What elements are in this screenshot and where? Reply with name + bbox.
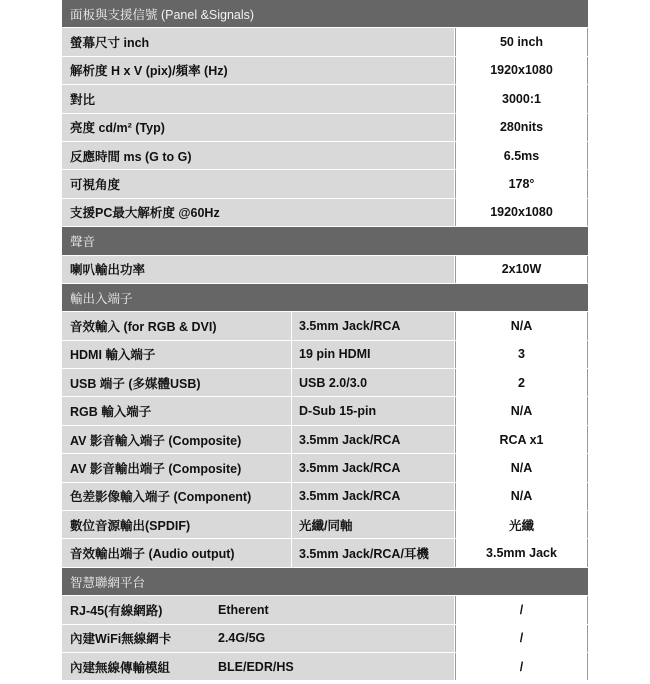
spec-label: 內建WiFi無線網卡 [70,632,172,647]
spec-value: 1920x1080 [490,63,553,78]
spec-label: 螢幕尺寸 inch [70,36,150,51]
spec-label: 音效輸出端子 (Audio output) [70,547,235,562]
spec-row-audio-input [62,312,588,340]
spec-value: 3000:1 [502,91,541,106]
spec-value: 2x10W [501,262,542,277]
spec-label: 對比 [70,92,96,107]
spec-label: AV 影音輸入端子 (Composite) [70,433,242,448]
spec-row-brightness [62,114,588,142]
spec-row-pc-max-resolution [62,199,588,227]
section-title: 智慧聯網平台 [70,575,146,590]
spec-label: HDMI 輸入端子 [70,348,156,363]
spec-connector-type: 3.5mm Jack/RCA [299,432,401,447]
spec-label: 亮度 cd/m² (Typ) [70,121,165,136]
spec-row-contrast [62,85,588,113]
spec-value: N/A [510,404,533,419]
spec-value: 2 [518,375,525,390]
section-title: 聲音 [70,234,96,249]
spec-value: 178° [508,177,535,192]
spec-row-component-input [62,483,588,511]
spec-value: N/A [510,489,533,504]
spec-label: 支援PC最大解析度 @60Hz [70,206,220,221]
spec-row-screen-size [62,28,588,56]
spec-label: 音效輸入 (for RGB & DVI) [70,319,217,334]
spec-label: 內建無線傳輸模組 [70,660,171,675]
spec-value: / [519,631,524,646]
spec-connector-type: 3.5mm Jack/RCA/耳機 [299,547,429,562]
section-title: 輸出入端子 [70,291,133,306]
spec-label: 反應時間 ms (G to G) [70,149,192,164]
spec-row-rj45 [62,596,588,624]
spec-connector-type: USB 2.0/3.0 [299,375,368,390]
spec-label: RGB 輸入端子 [70,405,152,420]
spec-value: 3 [518,347,525,362]
spec-value: 1920x1080 [490,205,553,220]
spec-label: AV 影音輸出端子 (Composite) [70,461,242,476]
spec-value: / [519,602,524,617]
spec-value: 50 inch [499,35,544,50]
section-title: 面板與支援信號 (Panel &Signals) [70,7,255,22]
spec-label: 數位音源輸出(SPDIF) [70,518,191,533]
spec-value: 3.5mm Jack [486,546,557,561]
spec-value: N/A [510,318,533,333]
spec-row-usb-port [62,369,588,397]
spec-connector-type: 3.5mm Jack/RCA [299,489,401,504]
spec-value: RCA x1 [499,432,544,447]
spec-value: 280nits [499,120,544,135]
spec-row-rgb-input [62,397,588,425]
spec-row-audio-output [62,539,588,567]
spec-label: RJ-45(有線網路) [70,603,163,618]
spec-value: N/A [510,460,533,475]
spec-table [62,0,588,681]
spec-row-spdif-output [62,511,588,539]
spec-row-av-output [62,454,588,482]
spec-row-resolution [62,57,588,85]
spec-label: 可視角度 [70,178,121,193]
spec-connector-type: 光纖/同軸 [299,518,353,533]
spec-row-av-input [62,426,588,454]
spec-row-speaker-power [62,256,588,284]
spec-value: 光纖 [508,518,534,533]
spec-label: 喇叭輸出功率 [70,263,146,278]
spec-connector-type: D-Sub 15-pin [299,404,377,419]
spec-label: USB 端子 (多媒體USB) [70,376,201,391]
spec-connector-type: 2.4G/5G [218,631,266,646]
spec-connector-type: 3.5mm Jack/RCA [299,318,401,333]
spec-connector-type: 3.5mm Jack/RCA [299,460,401,475]
spec-row-response-time [62,142,588,170]
spec-row-wireless-module [62,653,588,681]
spec-row-wifi [62,625,588,653]
spec-connector-type: BLE/EDR/HS [218,659,294,674]
spec-connector-type: Etherent [218,602,269,617]
spec-connector-type: 19 pin HDMI [299,347,371,362]
spec-value: 6.5ms [503,148,540,163]
spec-label: 色差影像輸入端子 (Component) [70,490,252,505]
section-header-sound [62,227,588,255]
spec-label: 解析度 H x V (pix)/頻率 (Hz) [70,64,228,79]
section-header-io-ports [62,284,588,312]
section-header-smart-network [62,568,588,596]
section-header-panel-signals [62,0,588,28]
spec-row-viewing-angle [62,170,588,198]
spec-value: / [519,659,524,674]
spec-row-hdmi-input [62,341,588,369]
